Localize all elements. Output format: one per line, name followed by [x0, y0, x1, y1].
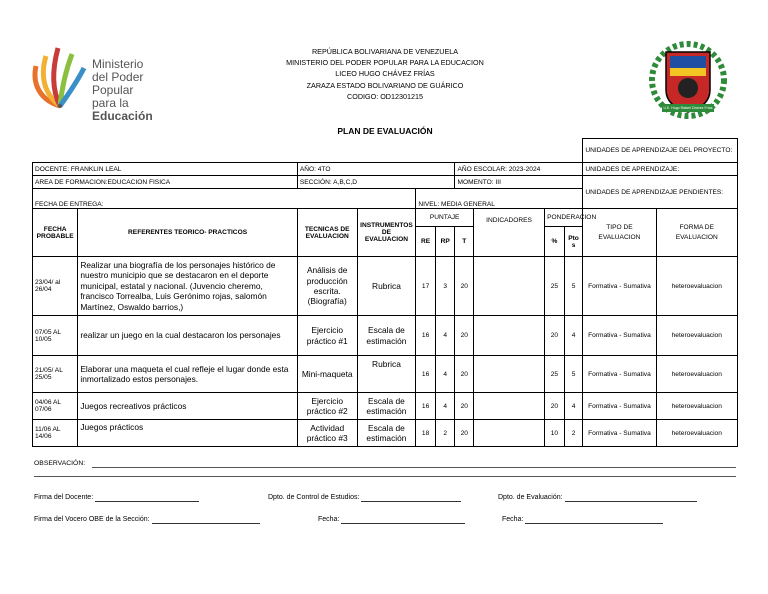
row-referente: Juegos recreativos prácticos: [78, 393, 297, 420]
table-row: [33, 257, 738, 316]
row-tecnica: Ejercicio práctico #1: [297, 316, 357, 356]
evaluation-plan-table: [32, 138, 738, 447]
unidades-proyecto-cell: UNIDADES DE APRENDIZAJE DEL PROYECTO:: [583, 139, 738, 163]
school-seal: [648, 40, 728, 120]
firma-control-line[interactable]: [361, 494, 461, 502]
row-instrumento: Escala de estimación: [357, 420, 416, 447]
row-rp: 4: [435, 316, 455, 356]
row-tecnica: Mini-maqueta: [297, 356, 357, 393]
fecha-entrega-cell: FECHA DE ENTREGA:: [33, 189, 416, 209]
row-fecha: 23/04/ al 26/04: [33, 257, 78, 316]
row-re: 16: [416, 393, 436, 420]
observacion-label: OBSERVACIÓN:: [34, 460, 86, 467]
header-line-2: MINISTERIO DEL PODER POPULAR PARA LA EDUCACION: [286, 58, 484, 68]
row-re: 16: [416, 356, 436, 393]
row-tipo: Formativa - Sumativa: [583, 316, 656, 356]
fecha-2: [502, 516, 663, 524]
row-indicadores: [474, 257, 545, 316]
firma-control: [268, 494, 461, 502]
row-fecha: 07/05 AL 10/05: [33, 316, 78, 356]
row-ptos: 2: [564, 420, 583, 447]
firma-control-label: Dpto. de Control de Estudios:: [268, 494, 360, 501]
row-re: 17: [416, 257, 436, 316]
fecha-1-label: Fecha:: [318, 516, 340, 523]
row-rp: 4: [435, 393, 455, 420]
row-forma: heteroevaluacion: [656, 356, 737, 393]
row-fecha: 11/06 AL 14/06: [33, 420, 78, 447]
fecha-2-label: Fecha:: [502, 516, 524, 523]
firma-vocero-line[interactable]: [152, 516, 260, 524]
row-forma: heteroevaluacion: [656, 420, 737, 447]
header-ponderacion: PONDERACION: [545, 209, 583, 227]
row-re: 16: [416, 316, 436, 356]
row-forma: heteroevaluacion: [656, 316, 737, 356]
firma-docente-label: Firma del Docente:: [34, 494, 94, 501]
row-pct: 20: [545, 316, 565, 356]
firma-vocero: [34, 516, 260, 524]
firma-evaluacion: [498, 494, 697, 502]
row-t: 20: [455, 257, 474, 316]
anio-escolar-cell: AÑO ESCOLAR: 2023-2024: [455, 163, 583, 176]
row-rp: 2: [435, 420, 455, 447]
row-rp: 4: [435, 356, 455, 393]
row-t: 20: [455, 316, 474, 356]
header-line-5: CODIGO: OD12301215: [347, 91, 423, 101]
seal-text: U.E. Hugo Rafael Chávez Frías: [663, 106, 713, 110]
row-ptos: 5: [564, 257, 583, 316]
row-instrumento: Rubrica: [357, 257, 416, 316]
row-instrumento: Escala de estimación: [357, 316, 416, 356]
ministry-emblem-icon: [30, 40, 90, 108]
row-tipo: Formativa - Sumativa: [583, 257, 656, 316]
seccion-cell: SECCIÓN: A,B,C,D: [297, 176, 455, 189]
row-ptos: 4: [564, 393, 583, 420]
header-puntaje: PUNTAJE: [416, 209, 474, 227]
area-cell: AREA DE FORMACION:EDUCACION FISICA: [33, 176, 298, 189]
row-rp: 3: [435, 257, 455, 316]
row-pct: 10: [545, 420, 565, 447]
header-line-4: ZARAZA ESTADO BOLIVARIANO DE GUÁRICO: [306, 80, 464, 90]
row-referente: Realizar una biografía de los personajes histórico de nuestro municipio que se destacaron en el deporte municipal, estatal y nacional. (Juvencio cheremo, francisco Torrealba, Luis Gerónimo rojas, salomón Martínez, Oswaldo barrios,): [78, 257, 297, 316]
fecha-2-line[interactable]: [525, 516, 663, 524]
row-fecha: 04/06 AL 07/06: [33, 393, 78, 420]
header-fecha: FECHA PROBABLE: [33, 209, 78, 257]
institution-header: [230, 46, 540, 102]
firma-evaluacion-label: Dpto. de Evaluación:: [498, 494, 563, 501]
row-indicadores: [474, 393, 545, 420]
row-indicadores: [474, 420, 545, 447]
row-instrumento: Escala de estimación: [357, 393, 416, 420]
row-pct: 25: [545, 356, 565, 393]
row-indicadores: [474, 356, 545, 393]
header-tecnicas: TECNICAS DE EVALUACION: [297, 209, 357, 257]
header-instrumentos: INSTRUMENTOS DE EVALUACION: [357, 209, 416, 257]
row-referente: Juegos prácticos: [78, 420, 297, 447]
row-tipo: Formativa - Sumativa: [583, 420, 656, 447]
row-instrumento: Rubrica: [357, 356, 416, 393]
firma-docente: [34, 494, 199, 502]
row-fecha: 21/05/ AL 25/05: [33, 356, 78, 393]
header-forma: FORMA DE EVALUACION: [656, 209, 737, 257]
table-row: [33, 420, 738, 447]
header-re: RE: [416, 227, 436, 257]
row-t: 20: [455, 393, 474, 420]
fecha-1-line[interactable]: [341, 516, 465, 524]
firma-evaluacion-line[interactable]: [565, 494, 697, 502]
row-referente: Elaborar una maqueta el cual refleje el lugar donde esta inmortalizado estos personajes.: [78, 356, 297, 393]
ministry-name: Ministerio del Poder Popular para la Educación: [92, 57, 153, 123]
row-ptos: 5: [564, 356, 583, 393]
header-rp: RP: [435, 227, 455, 257]
row-tecnica: Ejercicio práctico #2: [297, 393, 357, 420]
observacion-line-2[interactable]: [34, 476, 736, 477]
row-re: 18: [416, 420, 436, 447]
header-pct: %: [545, 227, 565, 257]
row-t: 20: [455, 420, 474, 447]
row-tecnica: Actividad práctico #3: [297, 420, 357, 447]
table-row: [33, 393, 738, 420]
header-ptos: Ptos: [564, 227, 583, 257]
header-tipo: TIPO DE EVALUACION: [583, 209, 656, 257]
table-row: [33, 356, 738, 393]
row-referente: realizar un juego en la cual destacaron los personajes: [78, 316, 297, 356]
ministry-logo: [30, 40, 180, 123]
row-forma: heteroevaluacion: [656, 257, 737, 316]
unidades-pendientes-cell: UNIDADES DE APRENDIZAJE PENDIENTES:: [583, 176, 738, 209]
header-indicadores: INDICADORES: [474, 209, 545, 257]
unidades-cell: UNIDADES DE APRENDIZAJE:: [583, 163, 738, 176]
firma-docente-line[interactable]: [95, 494, 199, 502]
header-line-1: REPÚBLICA BOLIVARIANA DE VENEZUELA: [311, 47, 459, 56]
anio-cell: AÑO: 4TO: [297, 163, 455, 176]
row-pct: 25: [545, 257, 565, 316]
table-row: [33, 316, 738, 356]
momento-cell: MOMENTO: III: [455, 176, 583, 189]
firma-vocero-label: Firma del Vocero OBE de la Sección:: [34, 516, 150, 523]
nivel-cell: NIVEL: MEDIA GENERAL: [416, 189, 583, 209]
header-t: T: [455, 227, 474, 257]
row-tipo: Formativa - Sumativa: [583, 356, 656, 393]
docente-cell: DOCENTE: FRANKLIN LEAL: [33, 163, 298, 176]
row-tipo: Formativa - Sumativa: [583, 393, 656, 420]
row-pct: 20: [545, 393, 565, 420]
fecha-1: [318, 516, 465, 524]
row-indicadores: [474, 316, 545, 356]
row-tecnica: Análisis de producción escrita. (Biografía): [297, 257, 357, 316]
row-forma: heteroevaluacion: [656, 393, 737, 420]
observacion-line-1[interactable]: [92, 467, 736, 468]
page-title: PLAN DE EVALUACIÓN: [337, 126, 433, 136]
header-referentes: REFERENTES TEORICO- PRACTICOS: [78, 209, 297, 257]
row-ptos: 4: [564, 316, 583, 356]
header-line-3: LICEO HUGO CHÁVEZ FRÍAS: [335, 69, 435, 79]
row-t: 20: [455, 356, 474, 393]
